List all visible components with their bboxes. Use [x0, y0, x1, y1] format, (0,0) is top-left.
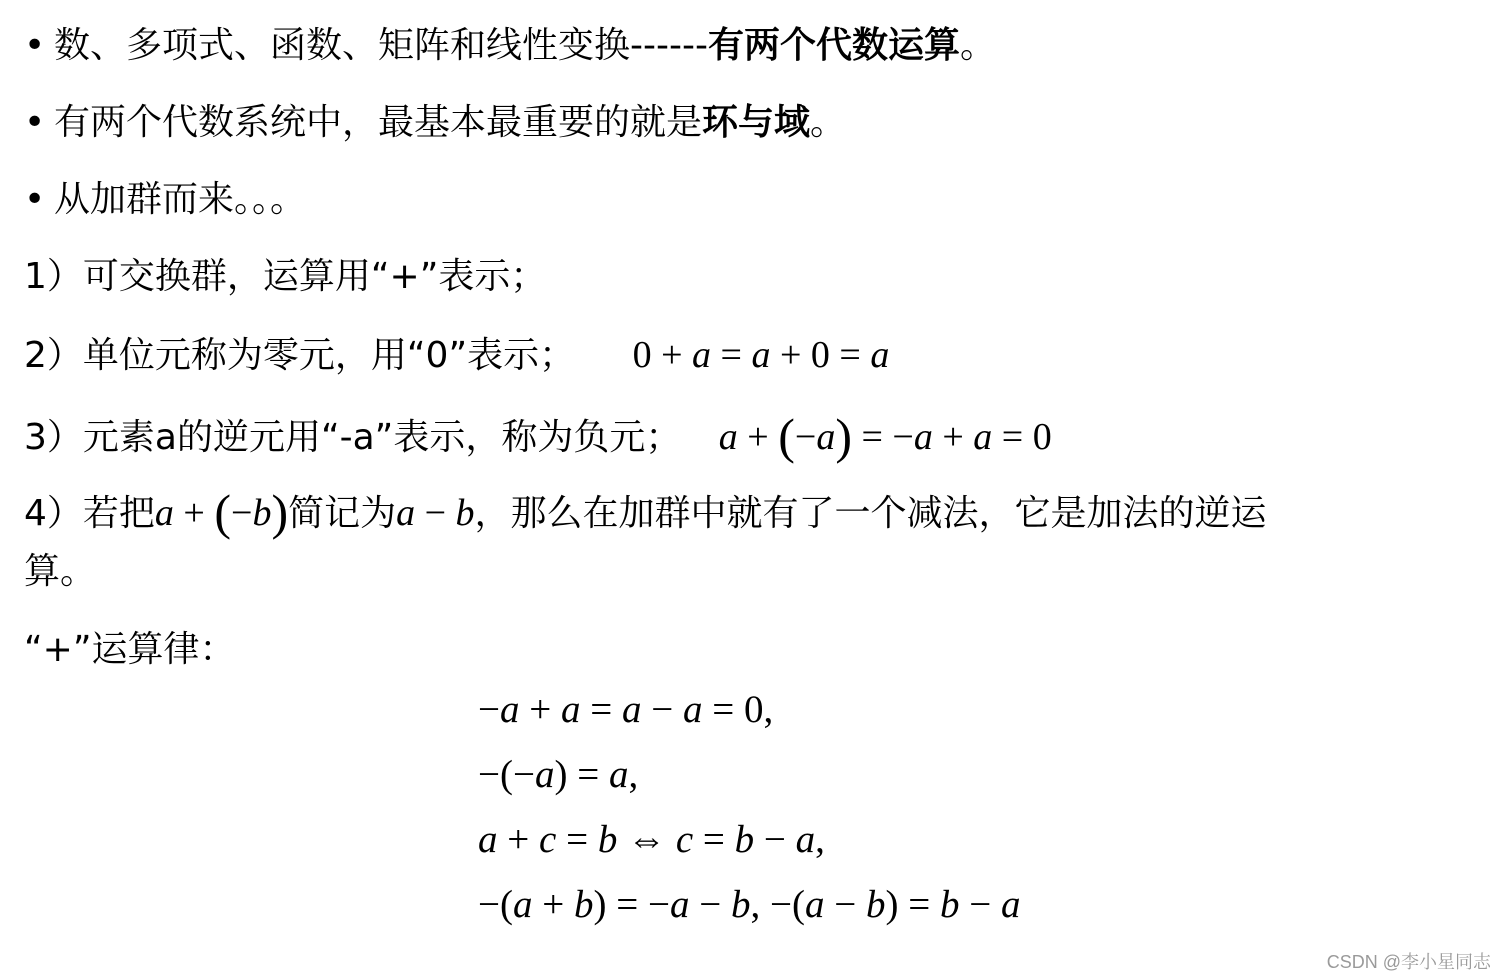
item-4-text-b: 简记为: [288, 493, 397, 534]
bullet-icon: •: [24, 102, 46, 143]
item-2: [24, 333, 889, 378]
item-2-text: 2）单位元称为零元，用“0”表示；: [24, 335, 576, 376]
rule-equation-2: −(−a) = a,: [478, 753, 639, 796]
bullet-1-text: 数、多项式、函数、矩阵和线性变换------: [54, 25, 708, 66]
item-1: [24, 255, 546, 299]
rules-heading-text: “+”运算律：: [24, 629, 236, 670]
formula-negative-element: a + (−a) = −a + a = 0: [718, 408, 1052, 464]
bullet-line-1: [24, 24, 996, 68]
item-4-text-c: ，那么在加群中就有了一个减法，它是加法的逆运: [474, 493, 1267, 534]
formula-a-minus-b: a − b: [396, 492, 475, 534]
bullet-2-text: 有两个代数系统中，最基本最重要的就是: [54, 102, 703, 143]
bullet-icon: •: [24, 25, 46, 66]
rules-heading: [24, 628, 235, 672]
rule-equation-1: −a + a = a − a = 0,: [478, 688, 774, 731]
rule-equation-3: a + c = b ⇔ c = b − a,: [478, 818, 825, 861]
bullet-2-bold: 环与域: [702, 102, 811, 143]
bullet-1-end: 。: [959, 25, 996, 66]
item-4-continued: [24, 550, 96, 594]
item-4-text-d: 算。: [24, 551, 97, 592]
rule-equation-4: −(a + b) = −a − b, −(a − b) = b − a: [478, 883, 1021, 926]
bullet-3-text: 从加群而来。。。: [54, 179, 307, 220]
formula-zero-element: 0 + a = a + 0 = a: [632, 334, 890, 376]
bullet-line-2: [24, 101, 846, 145]
bullet-1-bold: 有两个代数运算: [707, 25, 960, 66]
item-4: [24, 484, 1267, 540]
item-3: [24, 408, 1052, 464]
bullet-2-end: 。: [810, 102, 847, 143]
bullet-icon: •: [24, 179, 46, 220]
item-3-text: 3）元素a的逆元用“-a”表示，称为负元；: [24, 417, 682, 458]
formula-a-plus-neg-b: a + (−b): [154, 484, 289, 540]
bullet-line-3: [24, 178, 306, 222]
item-1-text: 1）可交换群，运算用“+”表示；: [24, 256, 547, 297]
item-4-text-a: 4）若把: [24, 493, 155, 534]
watermark: CSDN @李小星同志: [1326, 952, 1491, 972]
